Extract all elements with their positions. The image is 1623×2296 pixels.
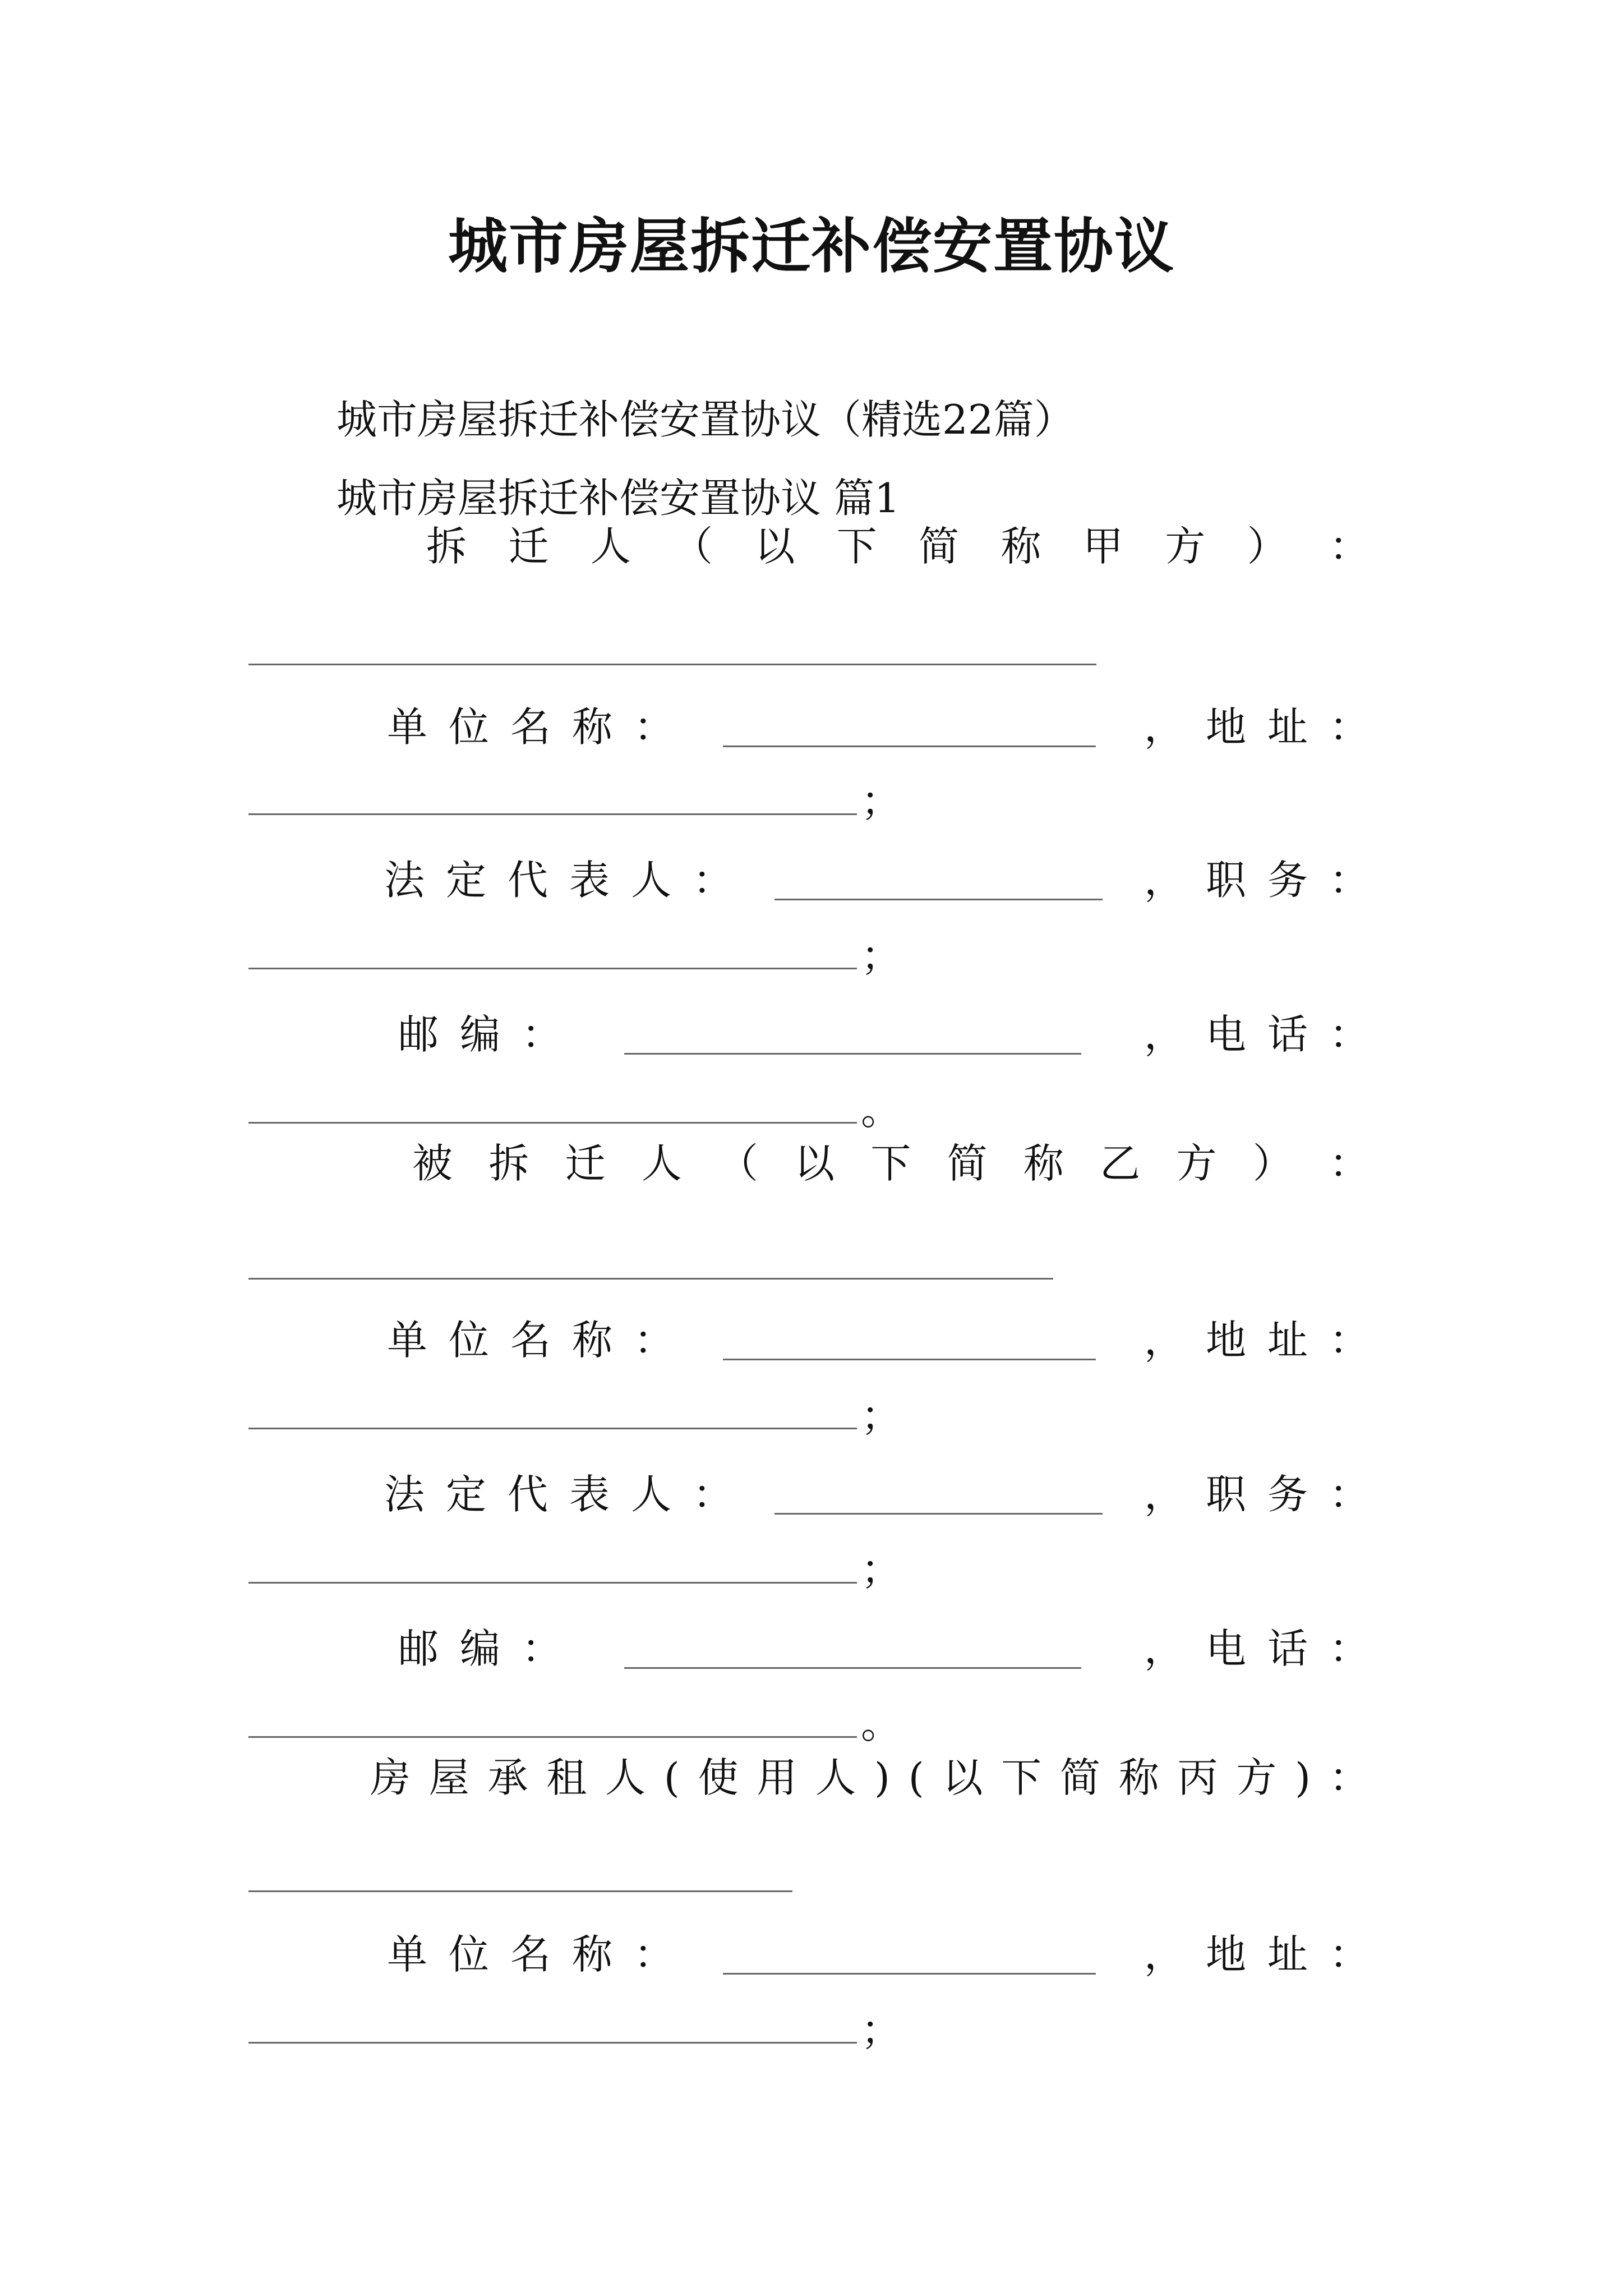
spaced-char: ：	[1329, 1140, 1370, 1187]
semicolon: ；	[861, 777, 902, 825]
spaced-char: （	[717, 1140, 758, 1187]
spaced-char: ：	[1329, 1011, 1370, 1058]
spaced-char: ：	[693, 857, 734, 904]
spaced-char: 位	[449, 1317, 490, 1364]
party-b-address-blank[interactable]	[248, 1428, 857, 1429]
spaced-char: (	[908, 1754, 924, 1801]
party-b-position-blank[interactable]	[248, 1582, 857, 1584]
spaced-char: ，	[1144, 1011, 1184, 1058]
spaced-char: 方	[1236, 1754, 1277, 1801]
spaced-char: 丙	[1177, 1754, 1218, 1801]
spaced-char: ：	[1329, 1471, 1370, 1518]
spaced-char: 单	[387, 703, 428, 751]
spaced-char: 人	[605, 1754, 646, 1801]
spaced-char: 人	[631, 1471, 672, 1518]
address-label	[1144, 1317, 1370, 1364]
spaced-char: 编	[460, 1625, 501, 1672]
phone-label	[1144, 1011, 1370, 1058]
unit-name-label	[387, 703, 675, 751]
spaced-char: 迁	[565, 1140, 606, 1187]
semicolon: ；	[861, 932, 902, 979]
representative-label	[384, 1471, 734, 1518]
party-c-heading	[370, 1736, 1370, 1801]
spaced-char: 房	[370, 1754, 411, 1801]
spaced-char: 务	[1267, 1471, 1308, 1518]
spaced-char: 甲	[1082, 523, 1123, 570]
spaced-char: ，	[1144, 857, 1184, 904]
address-label	[1144, 703, 1370, 751]
spaced-char: 法	[384, 1471, 425, 1518]
spaced-char: ：	[693, 1471, 734, 1518]
spaced-char: ，	[1144, 1625, 1184, 1672]
spaced-char: 表	[569, 857, 610, 904]
postcode-label	[398, 1625, 562, 1672]
spaced-char: 务	[1267, 857, 1308, 904]
spaced-char: 代	[508, 1471, 548, 1518]
spaced-char: ：	[1329, 1931, 1370, 1978]
spaced-char: 定	[446, 857, 487, 904]
spaced-char: 人	[590, 523, 631, 570]
spaced-char: ：	[522, 1625, 562, 1672]
spaced-char: 乙	[1100, 1140, 1141, 1187]
spaced-char: ，	[1144, 1931, 1184, 1978]
section-heading: 城市房屋拆迁补偿安置协议 篇1	[336, 475, 900, 522]
spaced-char: ：	[1329, 1317, 1370, 1364]
spaced-char: 职	[1205, 857, 1246, 904]
representative-label	[384, 857, 734, 904]
unit-name-field[interactable]	[723, 1319, 1096, 1360]
spaced-char: 承	[487, 1754, 528, 1801]
representative-field[interactable]	[774, 859, 1103, 900]
spaced-char: 屋	[428, 1754, 469, 1801]
party-a-unit-row	[387, 685, 1370, 751]
semicolon: ；	[861, 2007, 902, 2054]
postcode-field[interactable]	[624, 1628, 1081, 1669]
spaced-char: 用	[757, 1754, 797, 1801]
party-a-heading	[426, 505, 1370, 570]
spaced-char: ：	[1329, 703, 1370, 751]
spaced-char: 以	[794, 1140, 835, 1187]
spaced-char: ）	[1252, 1140, 1293, 1187]
spaced-char: 被	[412, 1140, 453, 1187]
spaced-char: 以	[942, 1754, 983, 1801]
party-a-representative-row	[384, 839, 1370, 904]
spaced-char: 址	[1267, 703, 1308, 751]
spaced-char: 代	[508, 857, 548, 904]
party-a-name-blank[interactable]	[248, 664, 1096, 665]
spaced-char: ：	[634, 1931, 675, 1978]
spaced-char: ）	[1247, 523, 1288, 570]
spaced-char: 迁	[508, 523, 549, 570]
spaced-char: 称	[1118, 1754, 1159, 1801]
semicolon: ；	[861, 1392, 902, 1439]
party-c-name-blank[interactable]	[248, 1890, 792, 1892]
spaced-char: （	[672, 523, 713, 570]
party-a-postcode-row	[398, 993, 1370, 1058]
spaced-char: 称	[1023, 1140, 1064, 1187]
party-a-position-blank[interactable]	[248, 968, 857, 969]
spaced-char: 编	[460, 1011, 501, 1058]
postcode-field[interactable]	[624, 1014, 1081, 1055]
position-label	[1144, 857, 1370, 904]
party-b-unit-row	[387, 1299, 1370, 1364]
spaced-char: 下	[836, 523, 877, 570]
document-subtitle: 城市房屋拆迁补偿安置协议（精选22篇）	[336, 396, 1075, 443]
phone-label	[1144, 1625, 1370, 1672]
spaced-char: ，	[1144, 703, 1184, 751]
spaced-char: 址	[1267, 1931, 1308, 1978]
unit-name-label	[387, 1931, 675, 1978]
party-a-address-blank[interactable]	[248, 813, 857, 815]
spaced-char: 话	[1267, 1625, 1308, 1672]
spaced-char: 以	[754, 523, 795, 570]
spaced-char: 名	[510, 703, 551, 751]
party-c-unit-row	[387, 1913, 1370, 1978]
party-b-representative-row	[384, 1453, 1370, 1518]
semicolon: ；	[861, 1546, 902, 1593]
spaced-char: 地	[1205, 1317, 1246, 1364]
spaced-char: 使	[698, 1754, 739, 1801]
spaced-char: 称	[572, 703, 613, 751]
spaced-char: 下	[1001, 1754, 1042, 1801]
spaced-char: ：	[634, 703, 675, 751]
spaced-char: 称	[572, 1931, 613, 1978]
spaced-char: ：	[1329, 857, 1370, 904]
spaced-char: 表	[569, 1471, 610, 1518]
spaced-char: 租	[546, 1754, 587, 1801]
spaced-char: ，	[1144, 1471, 1184, 1518]
spaced-char: 名	[510, 1317, 551, 1364]
spaced-char: 邮	[398, 1011, 439, 1058]
unit-name-field[interactable]	[723, 1934, 1096, 1975]
spaced-char: 位	[449, 703, 490, 751]
spaced-char: 简	[1059, 1754, 1100, 1801]
representative-field[interactable]	[774, 1474, 1103, 1515]
spaced-char: 人	[815, 1754, 856, 1801]
spaced-char: 方	[1165, 523, 1206, 570]
spaced-char: 称	[572, 1317, 613, 1364]
spaced-char: 人	[641, 1140, 682, 1187]
period: 。	[861, 1700, 902, 1747]
position-label	[1144, 1471, 1370, 1518]
spaced-char: 邮	[398, 1625, 439, 1672]
spaced-char: ：	[634, 1317, 675, 1364]
period: 。	[861, 1087, 902, 1134]
spaced-char: 方	[1176, 1140, 1217, 1187]
address-label	[1144, 1931, 1370, 1978]
spaced-char: ：	[522, 1011, 562, 1058]
spaced-char: 名	[510, 1931, 551, 1978]
spaced-char: 址	[1267, 1317, 1308, 1364]
spaced-char: 位	[449, 1931, 490, 1978]
spaced-char: 下	[870, 1140, 911, 1187]
spaced-char: 简	[919, 523, 960, 570]
postcode-label	[398, 1011, 562, 1058]
spaced-char: 职	[1205, 1471, 1246, 1518]
unit-name-field[interactable]	[723, 706, 1096, 747]
spaced-char: 拆	[426, 523, 467, 570]
spaced-char: )	[1294, 1754, 1311, 1801]
document-title: 城市房屋拆迁补偿安置协议	[448, 211, 1175, 281]
spaced-char: 电	[1205, 1011, 1246, 1058]
spaced-char: ，	[1144, 1317, 1184, 1364]
spaced-char: 电	[1205, 1625, 1246, 1672]
party-b-postcode-row	[398, 1607, 1370, 1672]
spaced-char: 拆	[488, 1140, 529, 1187]
spaced-char: 话	[1267, 1011, 1308, 1058]
spaced-char: )	[874, 1754, 890, 1801]
spaced-char: ：	[1329, 523, 1370, 570]
spaced-char: 单	[387, 1931, 428, 1978]
spaced-char: 称	[1000, 523, 1041, 570]
spaced-char: 地	[1205, 703, 1246, 751]
party-b-name-blank[interactable]	[248, 1278, 1053, 1280]
unit-name-label	[387, 1317, 675, 1364]
spaced-char: ：	[1329, 1754, 1370, 1801]
spaced-char: (	[663, 1754, 680, 1801]
spaced-char: ：	[1329, 1625, 1370, 1672]
spaced-char: 定	[446, 1471, 487, 1518]
spaced-char: 简	[947, 1140, 988, 1187]
spaced-char: 法	[384, 857, 425, 904]
party-c-address-blank[interactable]	[248, 2042, 857, 2044]
spaced-char: 单	[387, 1317, 428, 1364]
spaced-char: 人	[631, 857, 672, 904]
spaced-char: 地	[1205, 1931, 1246, 1978]
party-b-heading	[412, 1122, 1370, 1187]
